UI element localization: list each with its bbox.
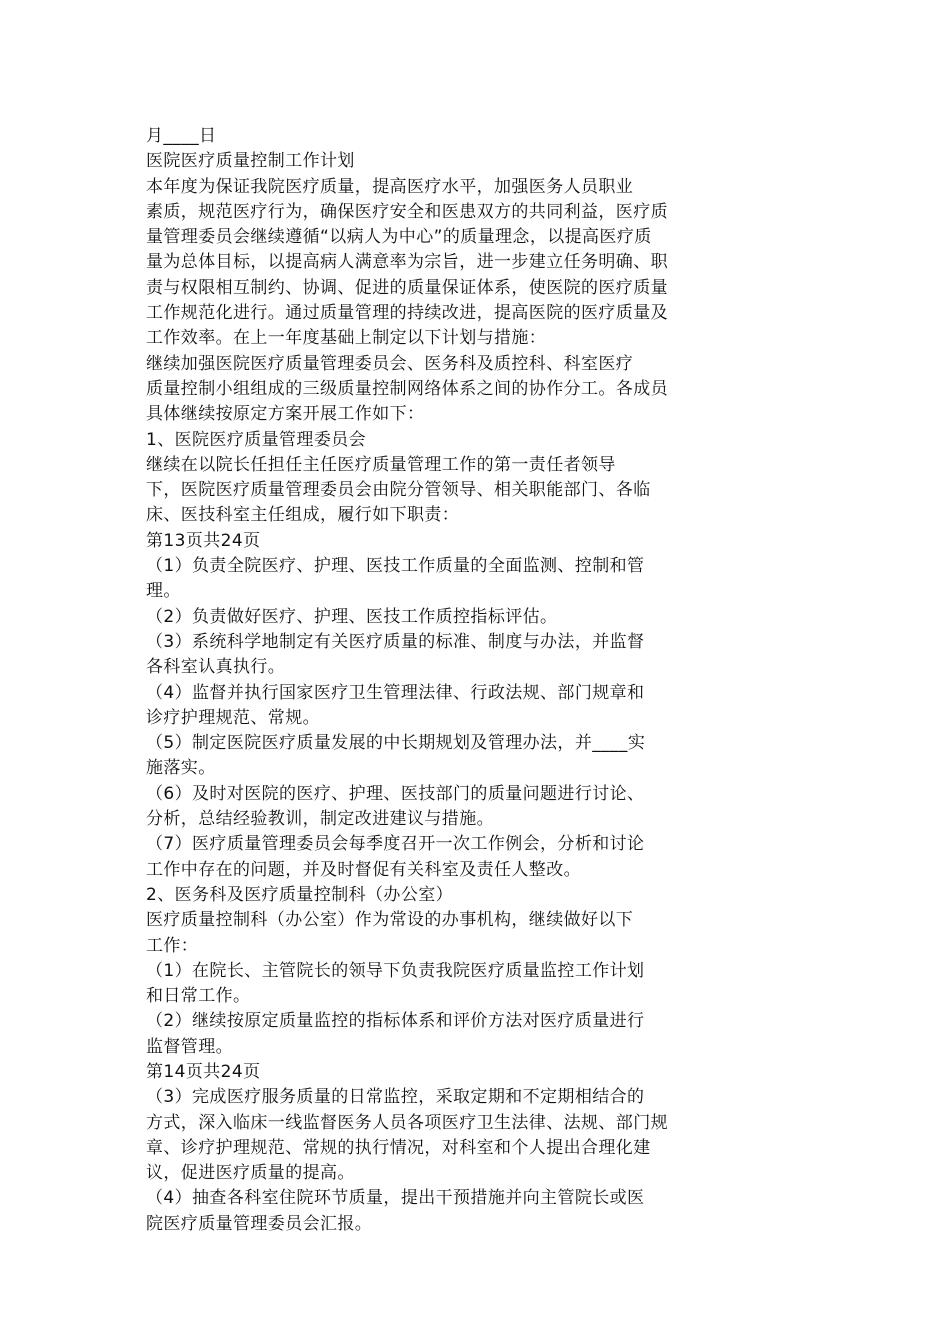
list-item-line: 方式，深入临床一线监督医务人员各项医疗卫生法律、法规、部门规: [146, 1112, 668, 1133]
list-item-line: 理。: [146, 581, 181, 602]
list-item-line: 议，促进医疗质量的提高。: [146, 1163, 355, 1184]
list-item-line: 诊疗护理规范、常规。: [146, 707, 320, 728]
list-item-line: 施落实。: [146, 758, 216, 779]
section-heading: 2、医务科及医疗质量控制科（办公室）: [146, 884, 454, 905]
list-item-line: （7）医疗质量管理委员会每季度召开一次工作例会，分析和讨论: [146, 834, 645, 855]
intro-paragraph-line: 量为总体目标，以提高病人满意率为宗旨，进一步建立任务明确、职: [146, 252, 668, 273]
list-item-line: （3）系统科学地制定有关医疗质量的标准、制度与办法，并监督: [146, 631, 645, 652]
intro-paragraph-line: 本年度为保证我院医疗质量，提高医疗水平，加强医务人员职业: [146, 176, 634, 197]
intro-paragraph-line: 责与权限相互制约、协调、促进的质量保证体系，使医院的医疗质量: [146, 277, 668, 298]
list-item-line: 各科室认真执行。: [146, 657, 286, 678]
paragraph-line: 继续加强医院医疗质量管理委员会、医务科及质控科、科室医疗: [146, 353, 634, 374]
paragraph-line: 医疗质量控制科（办公室）作为常设的办事机构，继续做好以下: [146, 910, 634, 931]
list-item-line: （4）抽查各科室住院环节质量，提出干预措施并向主管院长或医: [146, 1188, 645, 1209]
list-item-line: 工作中存在的问题，并及时督促有关科室及责任人整改。: [146, 859, 581, 880]
paragraph-line: 下，医院医疗质量管理委员会由院分管领导、相关职能部门、各临: [146, 480, 651, 501]
document-title: 医院医疗质量控制工作计划: [146, 151, 355, 172]
intro-paragraph-line: 量管理委员会继续遵循“以病人为中心”的质量理念，以提高医疗质: [146, 227, 652, 248]
page-number: 第13页共24页: [146, 530, 261, 551]
page-number: 第14页共24页: [146, 1061, 261, 1082]
list-item-line: 和日常工作。: [146, 986, 251, 1007]
list-item-line: 分析，总结经验教训，制定改进建议与措施。: [146, 809, 494, 830]
list-item-line: （3）完成医疗服务质量的日常监控，采取定期和不定期相结合的: [146, 1087, 645, 1108]
list-item-line: 章、诊疗护理规范、常规的执行情况，对科室和个人提出合理化建: [146, 1137, 651, 1158]
date-line: 月____日: [146, 126, 217, 146]
paragraph-line: 质量控制小组组成的三级质量控制网络体系之间的协作分工。各成员: [146, 378, 668, 399]
list-item-line: （4）监督并执行国家医疗卫生管理法律、行政法规、部门规章和: [146, 682, 645, 703]
list-item-line: 院医疗质量管理委员会汇报。: [146, 1213, 373, 1234]
paragraph-line: 工作：: [146, 935, 199, 956]
document-body: [146, 124, 736, 1237]
section-heading: 1、医院医疗质量管理委员会: [146, 429, 367, 450]
list-item-line: （1）在院长、主管院长的领导下负责我院医疗质量监控工作计划: [146, 960, 645, 981]
list-item-line: （1）负责全院医疗、护理、医技工作质量的全面监测、控制和管: [146, 556, 645, 577]
paragraph-line: 床、医技科室主任组成，履行如下职责：: [146, 505, 460, 526]
paragraph-line: 继续在以院长任担任主任医疗质量管理工作的第一责任者领导: [146, 454, 616, 475]
list-item-line: （6）及时对医院的医疗、护理、医技部门的质量问题进行讨论、: [146, 783, 645, 804]
intro-paragraph-line: 工作效率。在上一年度基础上制定以下计划与措施：: [146, 328, 547, 349]
list-item-line: （2）继续按原定质量监控的指标体系和评价方法对医疗质量进行: [146, 1011, 645, 1032]
list-item-line: 监督管理。: [146, 1036, 233, 1057]
paragraph-line: 具体继续按原定方案开展工作如下：: [146, 404, 425, 425]
intro-paragraph-line: 素质，规范医疗行为，确保医疗安全和医患双方的共同利益，医疗质: [146, 201, 668, 222]
list-item-line: （2）负责做好医疗、护理、医技工作质控指标评估。: [146, 606, 558, 627]
intro-paragraph-line: 工作规范化进行。通过质量管理的持续改进，提高医院的医疗质量及: [146, 303, 668, 324]
list-item-line: （5）制定医院医疗质量发展的中长期规划及管理办法，并____实: [146, 733, 646, 754]
